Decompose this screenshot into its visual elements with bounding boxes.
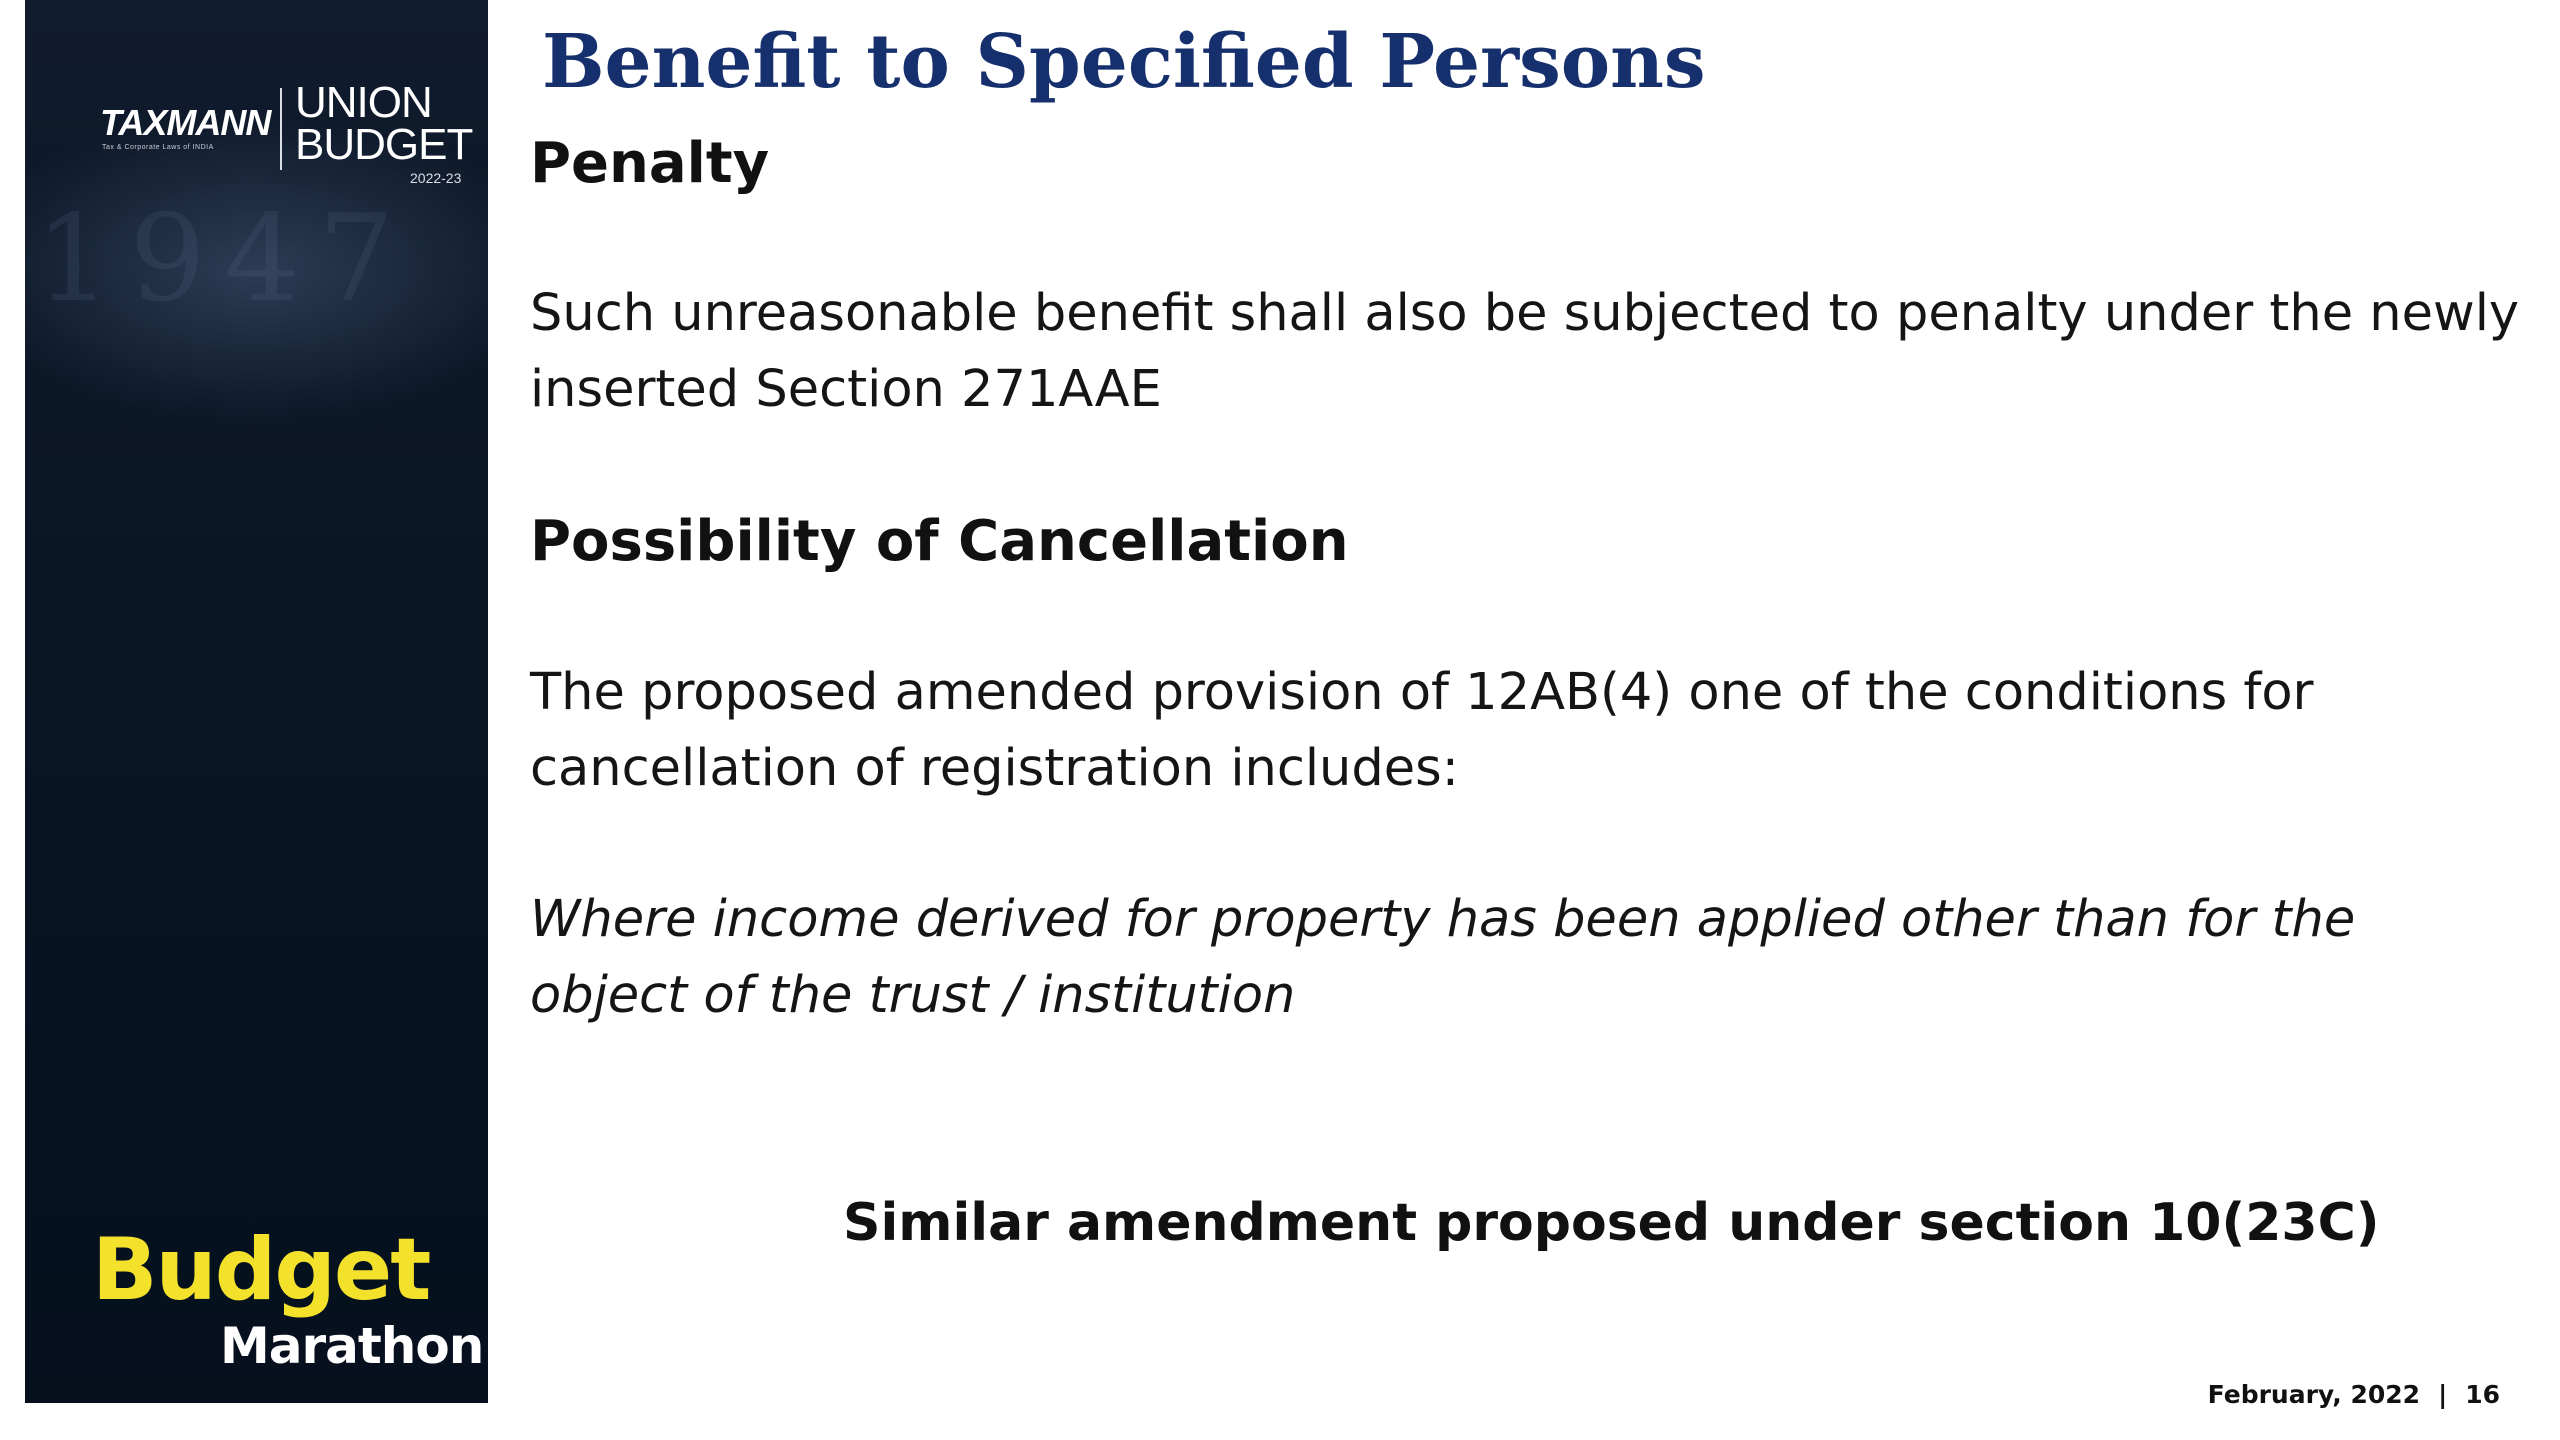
page-number: 16: [2465, 1380, 2500, 1409]
footer-separator: |: [2438, 1380, 2448, 1409]
union-logo-line: UNION: [295, 78, 432, 127]
taxmann-logo: TAXMANN: [100, 102, 271, 143]
logo-divider: [280, 88, 282, 170]
budget-wordmark: Budget: [92, 1220, 430, 1320]
penalty-text: Such unreasonable benefit shall also be subjected to penalty under the newly inserted Section 271AAE: [530, 284, 2520, 419]
slide-footer: [2208, 1380, 2500, 1410]
amendment-note: Similar amendment proposed under section 10(23C): [843, 1193, 2380, 1253]
coin-background-text: 1947: [35, 190, 413, 329]
cancellation-quote: Where income derived for property has been applied other than for the object of the trust / institution: [530, 890, 2356, 1025]
budget-logo-line: BUDGET: [295, 120, 473, 169]
marathon-wordmark: Marathon: [220, 1317, 484, 1375]
logo-row: [70, 78, 473, 186]
sidebar-banner: [25, 0, 488, 1403]
taxmann-tagline: Tax & Corporate Laws of INDIA: [102, 144, 214, 151]
cancellation-text: The proposed amended provision of 12AB(4) one of the conditions for cancellation of registration includes:: [530, 663, 2314, 798]
union-budget-logo: [295, 78, 473, 169]
slide-title: Benefit to Specified Persons: [542, 19, 1706, 105]
union-budget-year: 2022-23: [410, 170, 462, 186]
footer-date: February, 2022: [2207, 1380, 2421, 1409]
cancellation-heading: Possibility of Cancellation: [530, 509, 1349, 574]
penalty-heading: Penalty: [530, 131, 770, 196]
